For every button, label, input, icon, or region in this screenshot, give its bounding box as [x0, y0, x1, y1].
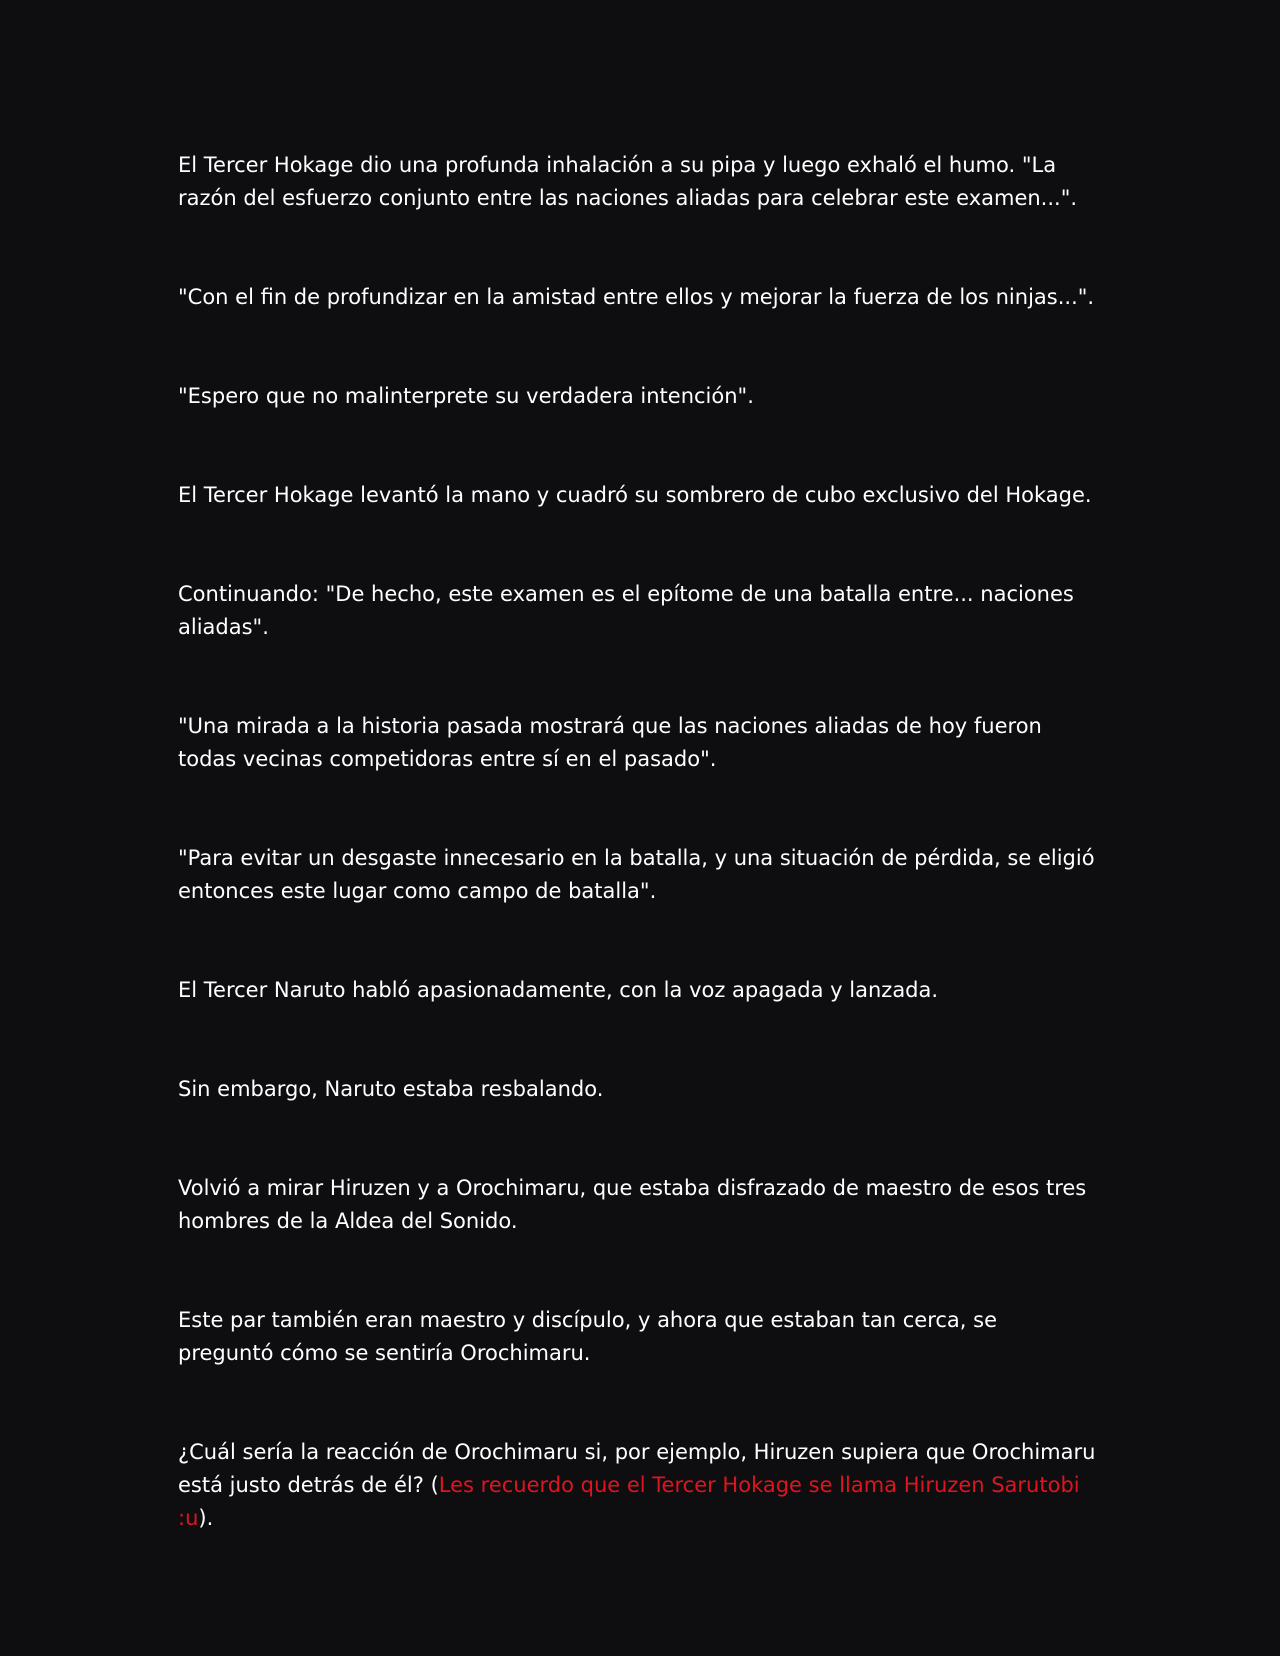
paragraph-1: El Tercer Hokage dio una profunda inhalación a su pipa y luego exhaló el humo. "La razón del esfuerzo conjunto entre las naciones aliadas para celebrar este examen...". — [178, 153, 1078, 210]
paragraph-8: El Tercer Naruto habló apasionadamente, con la voz apagada y lanzada. — [178, 978, 939, 1002]
paragraph-6: "Una mirada a la historia pasada mostrará que las naciones aliadas de hoy fueron todas vecinas competidoras entre sí en el pasado". — [178, 714, 1042, 771]
paragraph-7: "Para evitar un desgaste innecesario en la batalla, y una situación de pérdida, se eligió entonces este lugar como campo de batalla". — [178, 846, 1095, 903]
paragraph-12-text: ¿Cuál sería la reacción de Orochimaru si, por ejemplo, Hiruzen supiera que Orochimaru está justo detrás de él? ( — [178, 1440, 1096, 1497]
paragraph-12-tail: ). — [198, 1506, 214, 1530]
paragraph-12 — [178, 1436, 1098, 1535]
translator-note: Les recuerdo que el Tercer Hokage se llama Hiruzen Sarutobi :u — [178, 1473, 1080, 1530]
paragraph-2: "Con el fin de profundizar en la amistad entre ellos y mejorar la fuerza de los ninjas...". — [178, 285, 1095, 309]
text-column — [178, 149, 1098, 1601]
paragraph-4: El Tercer Hokage levantó la mano y cuadró su sombrero de cubo exclusivo del Hokage. — [178, 483, 1092, 507]
paragraph-10: Volvió a mirar Hiruzen y a Orochimaru, que estaba disfrazado de maestro de esos tres hombres de la Aldea del Sonido. — [178, 1176, 1087, 1233]
paragraph-3: "Espero que no malinterprete su verdadera intención". — [178, 384, 754, 408]
paragraph-11: Este par también eran maestro y discípulo, y ahora que estaban tan cerca, se preguntó cómo se sentiría Orochimaru. — [178, 1308, 997, 1365]
paragraph-9: Sin embargo, Naruto estaba resbalando. — [178, 1077, 604, 1101]
paragraph-5: Continuando: "De hecho, este examen es el epítome de una batalla entre... naciones aliadas". — [178, 582, 1074, 639]
